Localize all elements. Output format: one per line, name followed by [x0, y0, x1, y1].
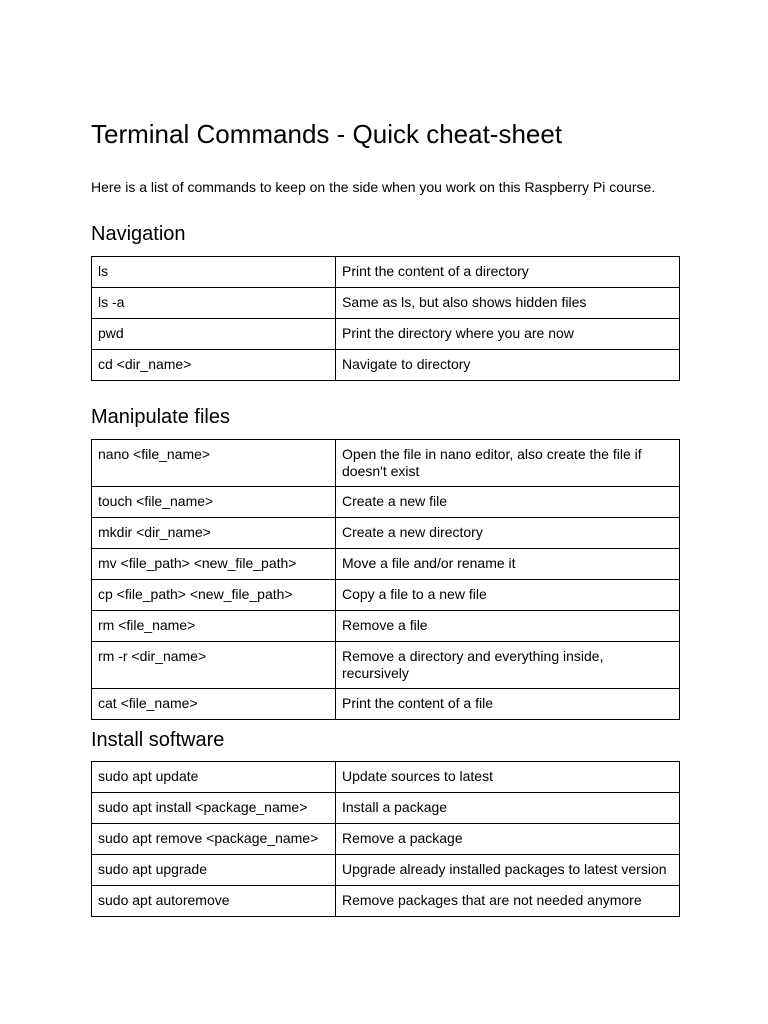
section-heading-navigation: Navigation [91, 223, 186, 245]
command-cell: ls -a [92, 288, 336, 319]
table-row [92, 440, 680, 487]
description-cell: Remove packages that are not needed anymore [336, 886, 680, 917]
command-cell: ls [92, 257, 336, 288]
description-cell: Install a package [336, 793, 680, 824]
command-cell: sudo apt update [92, 762, 336, 793]
command-cell: cd <dir_name> [92, 350, 336, 381]
table-row [92, 257, 680, 288]
section-heading-manipulate-files: Manipulate files [91, 406, 230, 428]
command-cell: sudo apt install <package_name> [92, 793, 336, 824]
command-cell: cat <file_name> [92, 689, 336, 720]
description-cell: Remove a directory and everything inside, recursively [336, 642, 680, 689]
description-cell: Same as ls, but also shows hidden files [336, 288, 680, 319]
table-row [92, 549, 680, 580]
document-title: Terminal Commands - Quick cheat-sheet [91, 119, 563, 149]
command-cell: mkdir <dir_name> [92, 518, 336, 549]
description-cell: Create a new file [336, 487, 680, 518]
description-cell: Print the content of a directory [336, 257, 680, 288]
command-cell: mv <file_path> <new_file_path> [92, 549, 336, 580]
description-cell: Create a new directory [336, 518, 680, 549]
description-cell: Print the directory where you are now [336, 319, 680, 350]
file-commands-table [91, 439, 680, 720]
section-heading-install-software: Install software [91, 729, 225, 751]
description-cell: Print the content of a file [336, 689, 680, 720]
table-row [92, 487, 680, 518]
table-row [92, 762, 680, 793]
description-cell: Move a file and/or rename it [336, 549, 680, 580]
command-cell: rm <file_name> [92, 611, 336, 642]
table-row [92, 886, 680, 917]
table-row [92, 793, 680, 824]
command-cell: pwd [92, 319, 336, 350]
description-cell: Open the file in nano editor, also create the file if doesn't exist [336, 440, 680, 487]
description-cell: Update sources to latest [336, 762, 680, 793]
install-commands-table [91, 761, 680, 917]
table-row [92, 611, 680, 642]
table-row [92, 824, 680, 855]
command-cell: sudo apt remove <package_name> [92, 824, 336, 855]
description-cell: Upgrade already installed packages to latest version [336, 855, 680, 886]
description-cell: Navigate to directory [336, 350, 680, 381]
table-row [92, 855, 680, 886]
intro-paragraph: Here is a list of commands to keep on the side when you work on this Raspberry Pi course. [91, 179, 656, 195]
command-cell: sudo apt autoremove [92, 886, 336, 917]
command-cell: touch <file_name> [92, 487, 336, 518]
table-row [92, 689, 680, 720]
command-cell: rm -r <dir_name> [92, 642, 336, 689]
table-row [92, 518, 680, 549]
command-cell: cp <file_path> <new_file_path> [92, 580, 336, 611]
command-cell: nano <file_name> [92, 440, 336, 487]
description-cell: Copy a file to a new file [336, 580, 680, 611]
table-row [92, 350, 680, 381]
navigation-commands-table [91, 256, 680, 381]
table-row [92, 288, 680, 319]
description-cell: Remove a file [336, 611, 680, 642]
table-row [92, 319, 680, 350]
description-cell: Remove a package [336, 824, 680, 855]
table-row [92, 642, 680, 689]
command-cell: sudo apt upgrade [92, 855, 336, 886]
table-row [92, 580, 680, 611]
